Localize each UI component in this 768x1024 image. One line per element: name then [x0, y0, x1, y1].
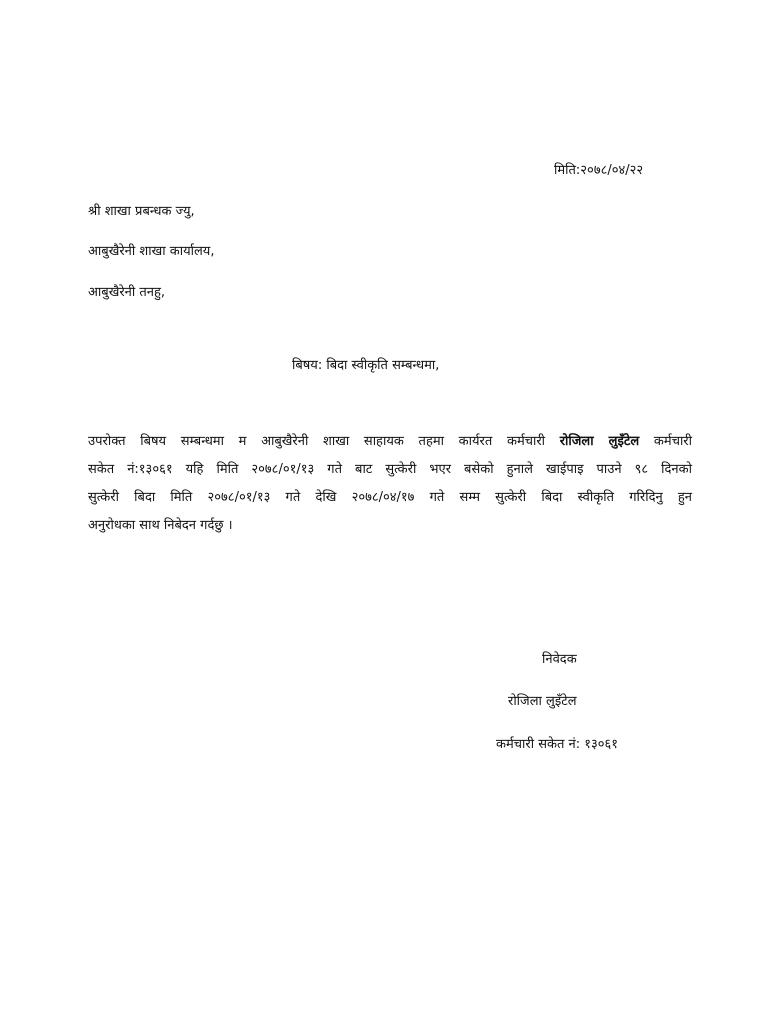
body-line-4: अनुरोधका साथ निबेदन गर्दछु ।	[88, 518, 233, 533]
body-line-1-end: कर्मचारी	[639, 434, 692, 449]
body-line-1	[88, 428, 692, 456]
recipient-line-3: आबुखैरेनी तनहु,	[88, 285, 166, 300]
letter-date: मिति:२०७८/०४/२२	[554, 163, 644, 178]
recipient-line-1: श्री शाखा प्रबन्धक ज्यु,	[88, 204, 195, 219]
employee-name-bold: रोजिला लुइँटेल	[559, 434, 640, 449]
body-line-2: सकेत नं:१३०६१ यहि मिति २०७८/०१/१३ गते बाट सुत्केरी भएर बसेको हुनाले खाईपाइ पाउने ९८ दिनको	[88, 462, 692, 477]
letter-subject: बिषय: बिदा स्वीकृति सम्बन्धमा,	[292, 358, 440, 373]
recipient-line-2: आबुखैरेनी शाखा कार्यालय,	[88, 244, 215, 259]
signature-title: निवेदक	[542, 652, 577, 667]
letter-body	[88, 428, 692, 540]
body-line-3: सुत्केरी बिदा मिति २०७८/०१/१३ गते देखि २०७८/०४/१७ गते सम्म सुत्केरी बिदा स्वीकृति गरिदिनु हुन	[88, 490, 692, 505]
signature-name: रोजिला लुइँटेल	[508, 694, 577, 709]
body-line-1-start: उपरोक्त बिषय सम्बन्धमा म आबुखैरेनी शाखा साहायक तहमा कार्यरत कर्मचारी	[88, 434, 560, 449]
signature-employee-number: कर्मचारी सकेत नं: १३०६१	[496, 737, 619, 752]
